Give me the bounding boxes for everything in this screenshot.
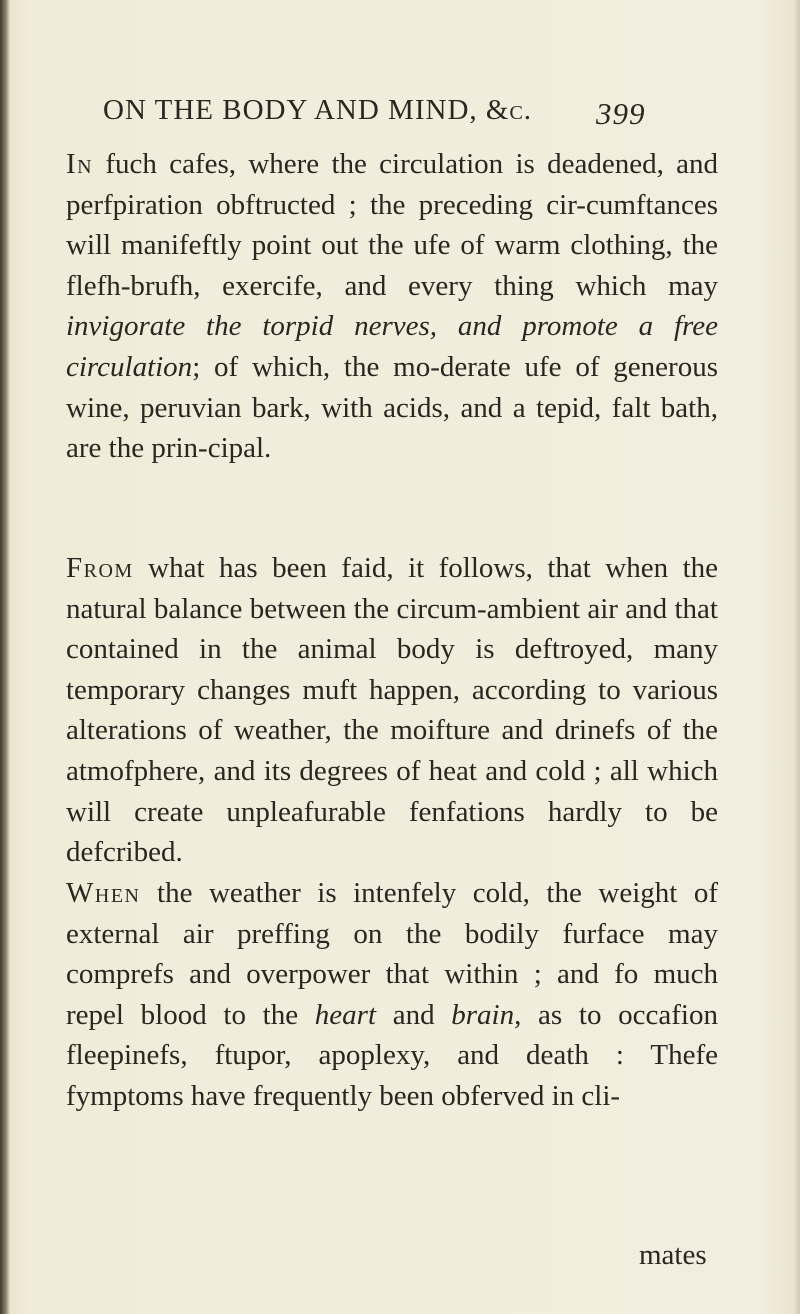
running-header	[103, 94, 663, 134]
paragraph-1-text-b: ; of which, the mo-derate ufe of generous wine, peruvian bark, with acids, and a tepid, falt bath, are the prin-cipal.	[66, 350, 718, 465]
paragraph-3-lead: When	[66, 877, 141, 909]
paragraph-3-italic-heart: heart	[314, 998, 376, 1031]
paragraph-3-text-c: , as to occafion fleepinefs, ftupor, apoplexy, and death : Thefe fymptoms have frequently been obferved in cli-	[66, 998, 718, 1112]
page-gutter-left	[0, 0, 10, 1314]
paragraph-1-text-a: fuch cafes, where the circulation is deadened, and perfpiration obftructed ; the preceding cir-cumftances will manifeftly point out the ufe of warm clothing, the flefh-brufh, exercife, and every thing which may	[66, 148, 718, 302]
paragraph-1-italic: invigorate the torpid nerves, and promote a free circulation	[66, 310, 718, 383]
paragraph-3-text-b: and	[376, 998, 452, 1031]
paragraph-2-lead: From	[66, 552, 134, 584]
page-number: 399	[596, 96, 646, 131]
paragraph-2	[66, 548, 718, 873]
paragraph-1	[66, 144, 718, 469]
page-edge-right	[794, 0, 800, 1314]
paragraph-1-lead: In	[66, 148, 94, 180]
running-title: ON THE BODY AND MIND, &c.	[103, 94, 533, 126]
paragraph-3-italic-brain: brain	[451, 998, 515, 1031]
paragraph-3	[66, 873, 718, 1117]
catchword: mates	[639, 1239, 707, 1271]
paragraph-2-text: what has been faid, it follows, that when the natural balance between the circum-ambient air and that contained in the animal body is deftroyed, many temporary changes muft happen, according to various alterations of weather, the moifture and drinefs of the atmofphere, and its degrees of heat and cold ; all which will create unpleafurable fenfations hardly to be defcribed.	[66, 552, 718, 869]
paragraph-3-text-a: the weather is intenfely cold, the weight of external air preffing on the bodily furface may comprefs and overpower that within ; and fo much repel blood to the	[66, 877, 718, 1031]
